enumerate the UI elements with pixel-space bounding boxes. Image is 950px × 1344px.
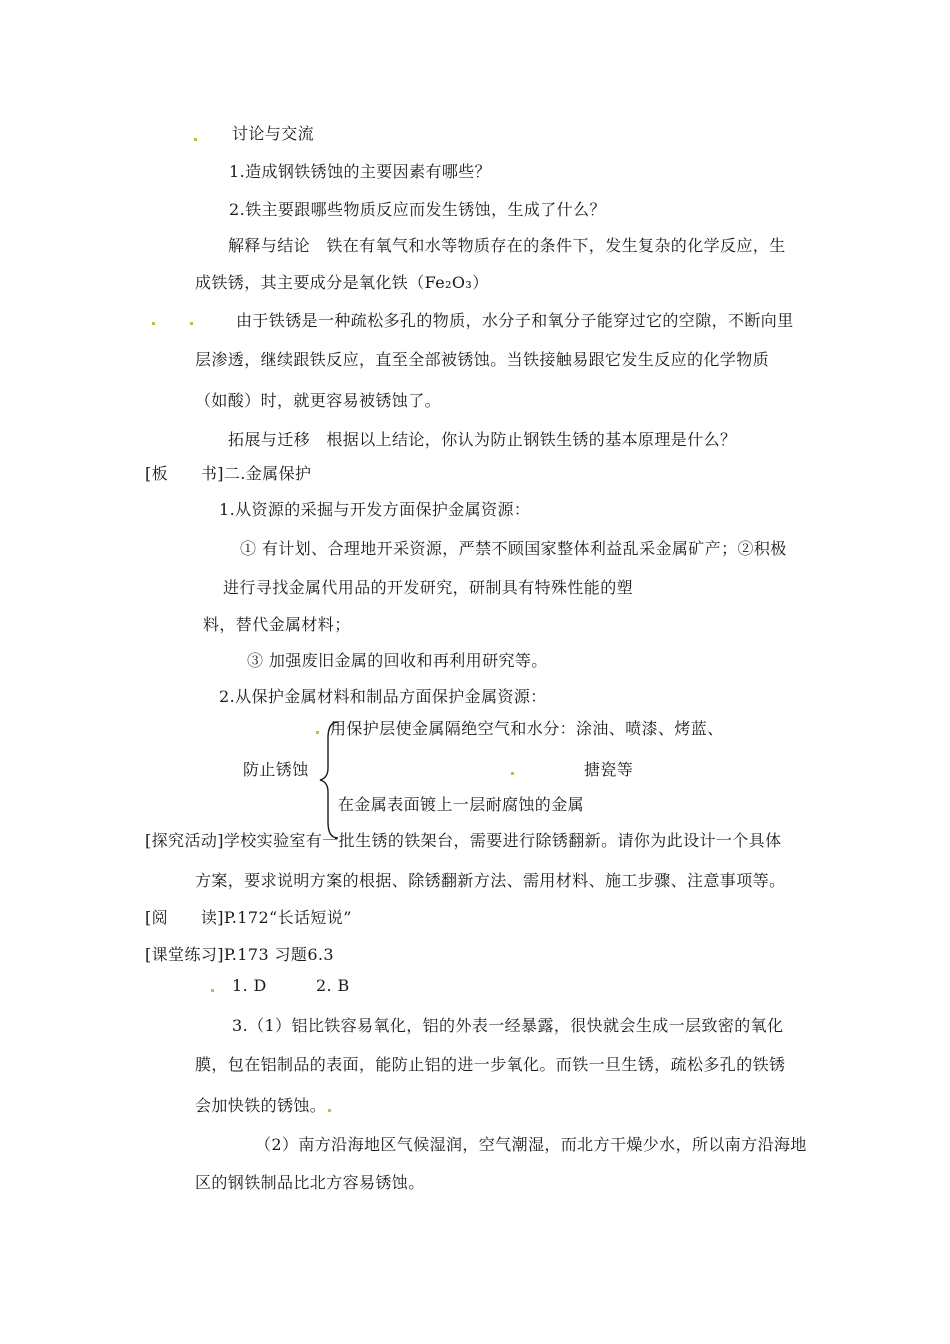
brace-left-label: 防止锈蚀 [243,760,309,779]
discussion-question-2: 2.铁主要跟哪些物质反应而发生锈蚀，生成了什么？ [229,200,606,219]
extension-question: 拓展与迁移 根据以上结论，你认为防止钢铁生锈的基本原理是什么？ [228,430,737,449]
decor-dot [511,772,514,775]
exercise-label: [课堂练习]P.173 习题6.3 [145,945,334,964]
board-item-1: 1.从资源的采掘与开发方面保护金属资源： [219,500,531,519]
decor-dot [152,322,155,325]
answer-3-line-3: 会加快铁的锈蚀。 [195,1096,327,1115]
answer-3-line-2: 膜，包在铝制品的表面，能防止铝的进一步氧化。而铁一旦生锈，疏松多孔的铁锈 [195,1055,786,1074]
brace-bottom-text: 在金属表面镀上一层耐腐蚀的金属 [338,795,585,814]
board-item-1-line-2: 进行寻找金属代用品的开发研究，研制具有特殊性能的塑 [223,578,634,597]
activity-line-2: 方案，要求说明方案的根据、除锈翻新方法、需用材料、施工步骤、注意事项等。 [195,871,786,890]
answer-3-p2-line-2: 区的钢铁制品比北方容易锈蚀。 [195,1173,425,1192]
conclusion-line-1: 解释与结论 铁在有氧气和水等物质存在的条件下，发生复杂的化学反应，生 [228,236,786,255]
decor-dot [194,138,197,141]
board-item-1-line-3: 料，替代金属材料； [203,615,351,634]
reading-label: [阅 读]P.172“长话短说” [145,908,352,927]
decor-dot [211,989,214,992]
conclusion-line-2: 成铁锈，其主要成分是氧化铁（Fe₂O₃） [195,273,489,292]
answer-3-line-1: 3.（1）铝比铁容易氧化，铝的外表一经暴露，很快就会生成一层致密的氧化 [232,1016,784,1035]
exercise-answers: 1. D 2. B [232,976,350,995]
conclusion-p2-line-3: （如酸）时，就更容易被锈蚀了。 [195,391,442,410]
discussion-question-1: 1.造成钢铁锈蚀的主要因素有哪些？ [229,162,492,181]
activity-line-1: [探究活动]学校实验室有一批生锈的铁架台，需要进行除锈翻新。请你为此设计一个具体 [145,831,782,850]
brace-top-text: 用保护层使金属隔绝空气和水分：涂油、喷漆、烤蓝、 [330,719,724,738]
board-item-1-line-4: ③ 加强废旧金属的回收和再利用研究等。 [247,651,548,670]
brace-top-continued: 搪瓷等 [584,760,634,779]
board-label: [板 书]二.金属保护 [145,464,312,483]
board-item-1-line-1: ① 有计划、合理地开采资源，严禁不顾国家整体利益乱采金属矿产；②积极 [240,539,787,558]
board-item-2: 2.从保护金属材料和制品方面保护金属资源： [219,687,547,706]
decor-dot [190,322,193,325]
decor-dot [328,1109,331,1112]
conclusion-p2-line-1: 由于铁锈是一种疏松多孔的物质，水分子和氧分子能穿过它的空隙，不断向里 [236,311,794,330]
conclusion-p2-line-2: 层渗透，继续跟铁反应，直至全部被锈蚀。当铁接触易跟它发生反应的化学物质 [195,350,770,369]
answer-3-p2-line-1: （2）南方沿海地区气候湿润，空气潮湿，而北方干燥少水，所以南方沿海地 [255,1135,807,1154]
discussion-heading: 讨论与交流 [232,124,315,143]
